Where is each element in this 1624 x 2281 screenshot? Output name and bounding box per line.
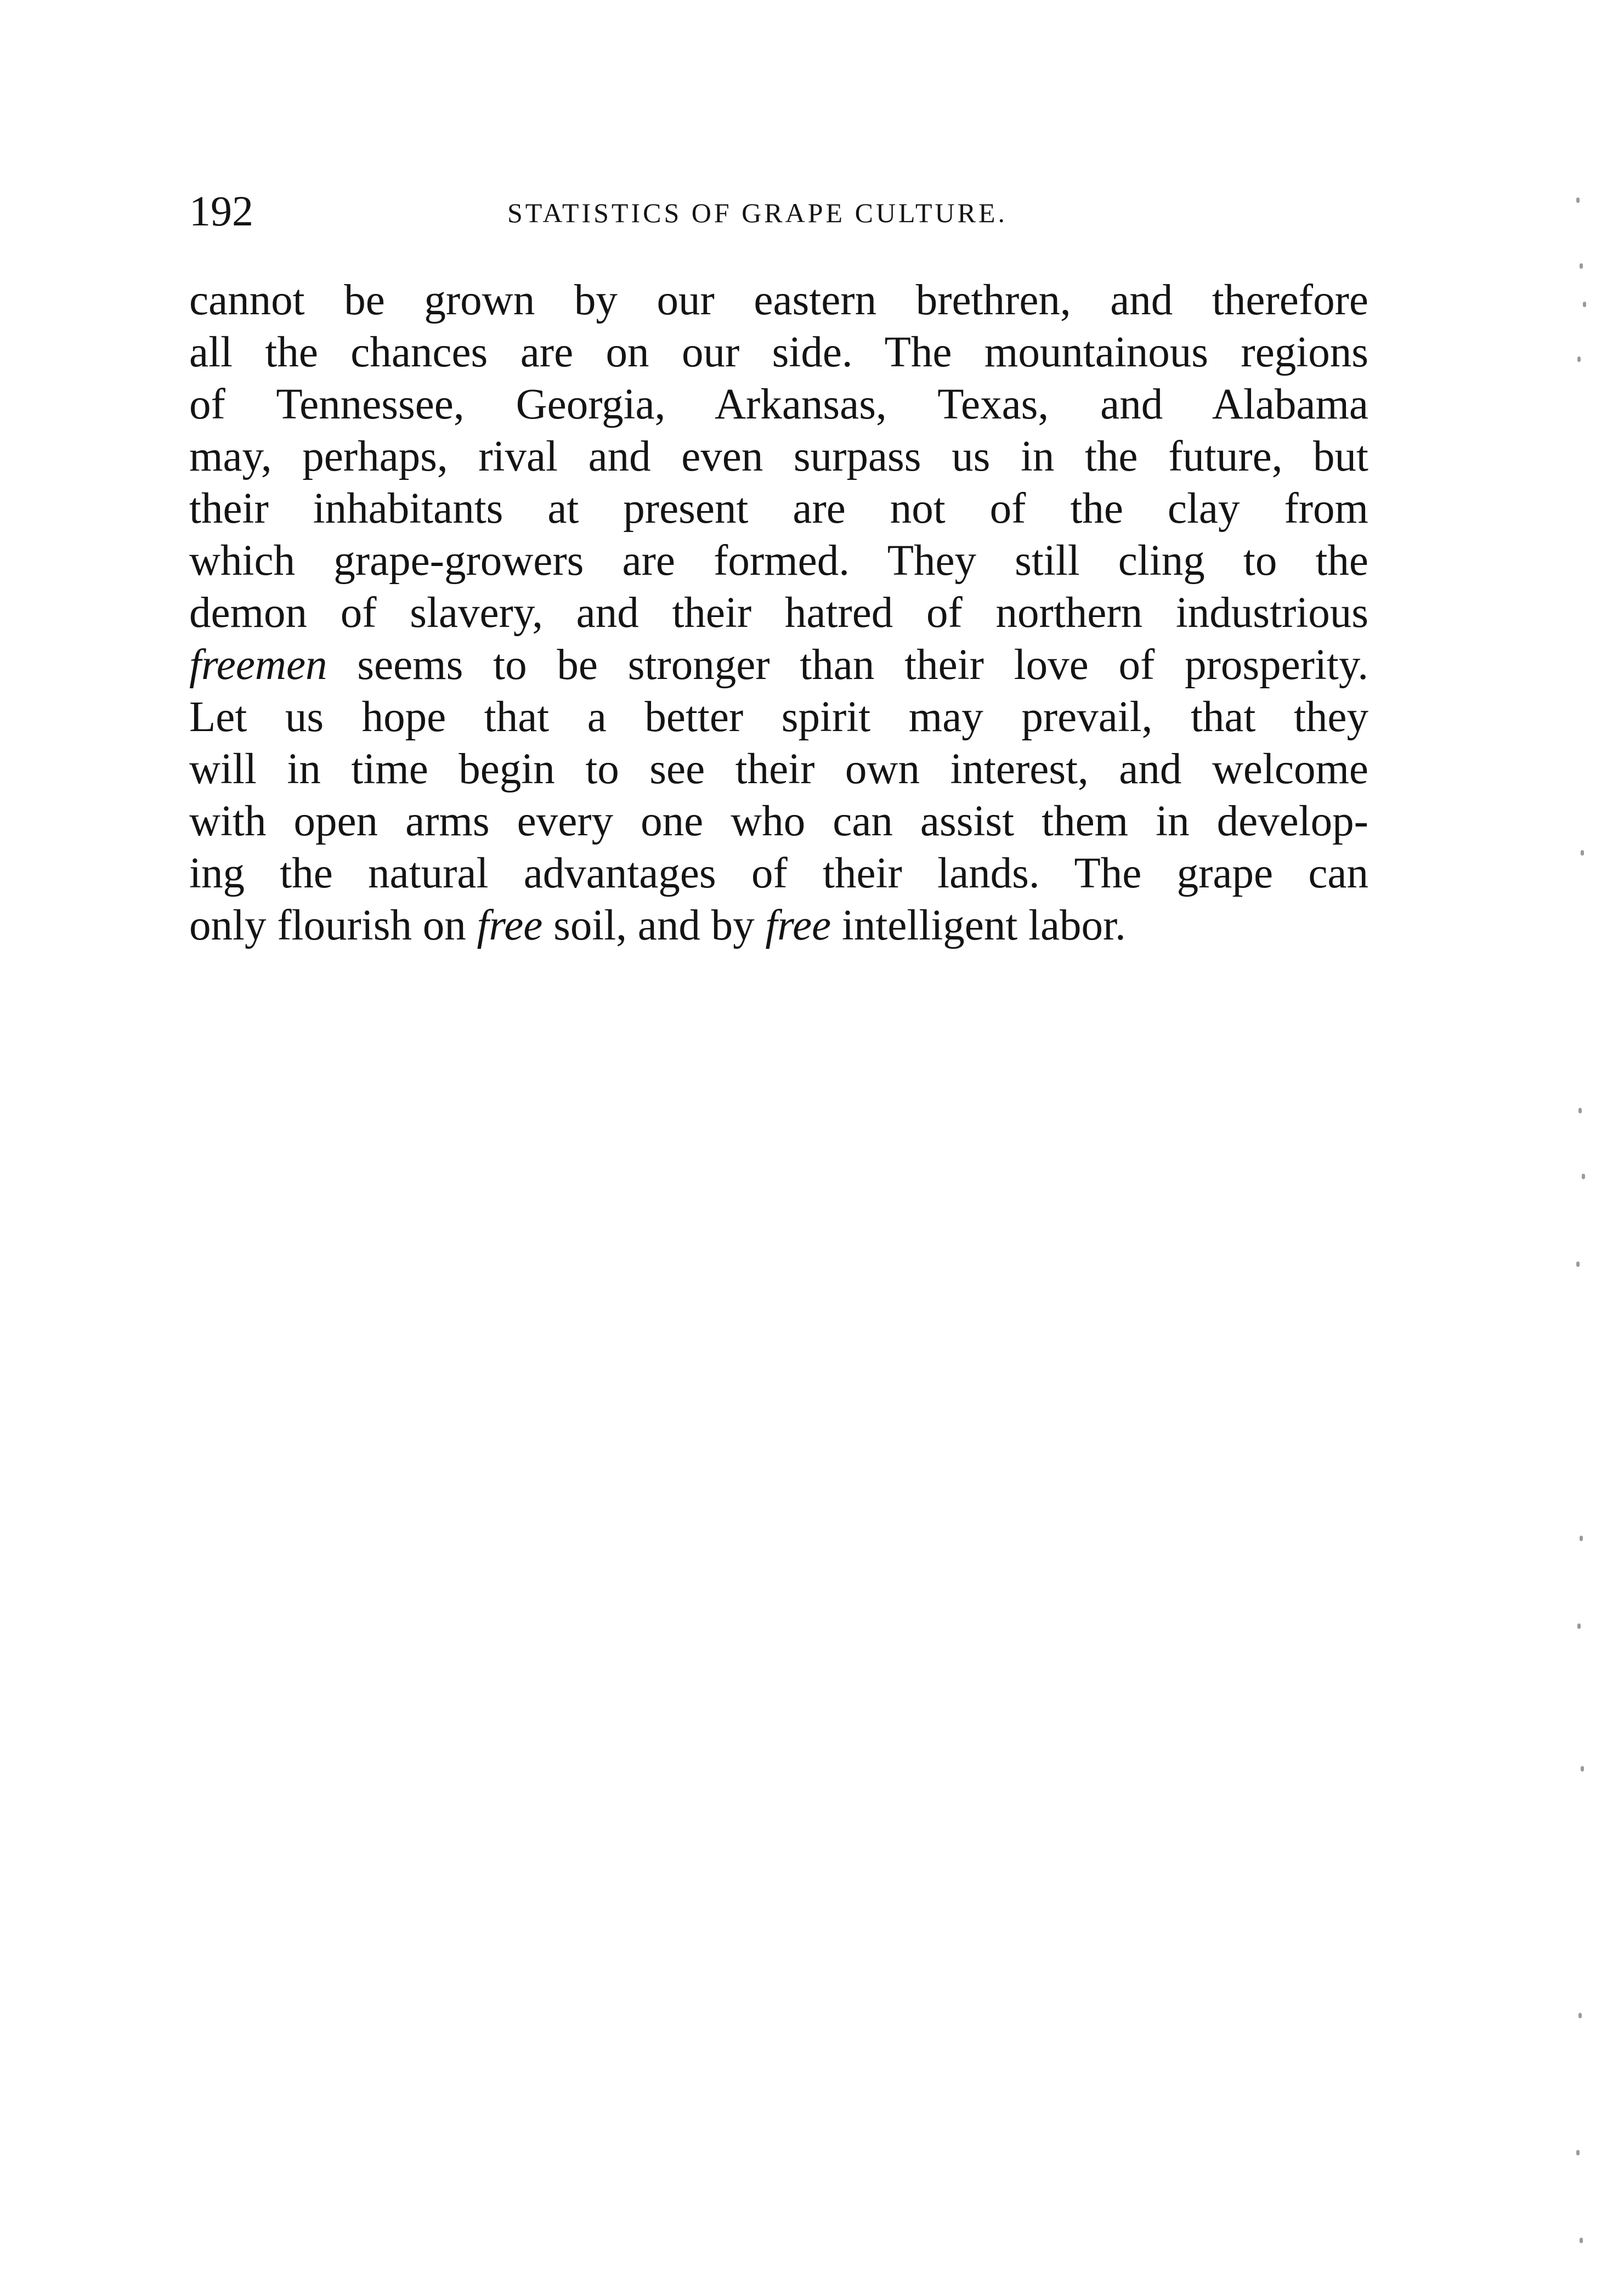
speck — [1578, 1108, 1582, 1113]
text-line: all the chances are on our side. The mountainous regions — [189, 329, 1368, 376]
speck — [1576, 1261, 1580, 1267]
text-line: cannot be grown by our eastern brethren, and therefore — [189, 276, 1368, 324]
text-line: demon of slavery, and their hatred of northern industrious — [189, 589, 1368, 637]
italic-word: free — [477, 902, 543, 949]
text-line: ing the natural advantages of their lands. The grape can — [189, 850, 1368, 897]
page-header — [189, 186, 1368, 236]
speck — [1577, 356, 1581, 362]
speck — [1582, 1174, 1585, 1179]
speck — [1580, 263, 1583, 269]
speck — [1578, 2013, 1582, 2018]
scan-edge-specks — [1574, 176, 1596, 2260]
speck — [1580, 2238, 1583, 2243]
italic-word: freemen — [189, 641, 327, 689]
text-line: Let us hope that a better spirit may prevail, that they — [189, 693, 1368, 741]
text-line: their inhabitants at present are not of the clay from — [189, 485, 1368, 533]
text-line: only flourish on free soil, and by free intelligent labor. — [189, 902, 1126, 949]
running-head: STATISTICS OF GRAPE CULTURE. — [507, 197, 1008, 228]
body-paragraph — [189, 274, 1368, 952]
text-line: which grape-growers are formed. They still cling to the — [189, 537, 1368, 585]
text-line: may, perhaps, rival and even surpass us in the future, but — [189, 433, 1368, 480]
text-line: of Tennessee, Georgia, Arkansas, Texas, and Alabama — [189, 381, 1368, 428]
speck — [1581, 850, 1584, 856]
text-line: freemen seems to be stronger than their love of prosperity. — [189, 641, 1368, 689]
speck — [1580, 1536, 1583, 1541]
speck — [1577, 1623, 1581, 1629]
speck — [1583, 302, 1586, 307]
page-number: 192 — [189, 187, 253, 235]
text-line: with open arms every one who can assist them in develop- — [189, 797, 1368, 845]
speck — [1581, 1766, 1584, 1771]
text-line: will in time begin to see their own interest, and welcome — [189, 745, 1368, 793]
speck — [1576, 2150, 1580, 2155]
italic-word: free — [765, 902, 831, 949]
speck — [1576, 197, 1580, 203]
